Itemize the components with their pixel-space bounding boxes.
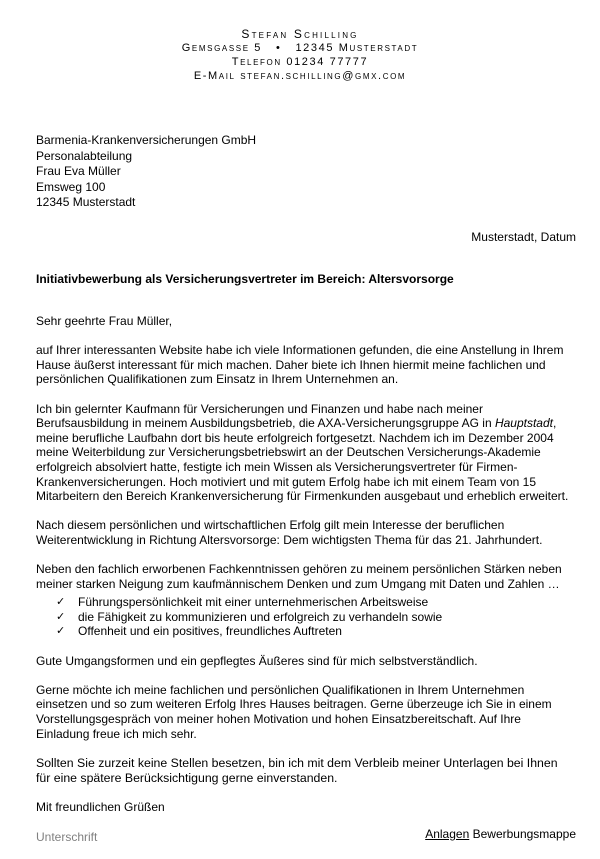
sender-email: E-Mail stefan.schilling@gmx.com: [193, 70, 407, 82]
sender-phone: Telefon 01234 77777: [231, 56, 369, 68]
date-line: Musterstadt, Datum: [471, 230, 576, 244]
list-item: [36, 610, 572, 625]
paragraph-interest: Nach diesem persönlichen und wirtschaftlichen Erfolg gilt mein Interesse der beruflichen Weiterentwicklung in Richtung Altersvorsorge: Dem wichtigsten Thema für das 21. Jahrhundert.: [36, 518, 543, 547]
paragraph-strengths: Neben den fachlich erworbenen Fachkenntnissen gehören zu meinem persönlichen Stärken neben meiner starken Neigung zum kaufmännischem Denken und zum Umgang mit Daten und Zahlen …: [36, 562, 562, 591]
list-item: [36, 624, 572, 639]
sender-street: Gemsgasse 5: [181, 42, 263, 54]
sender-name: Stefan Schilling: [241, 27, 359, 41]
subject-line: Initiativbewerbung als Versicherungsvertreter im Bereich: Altersvorsorge: [36, 272, 454, 286]
recipient-department: Personalabteilung: [36, 148, 133, 163]
signature: Unterschrift: [36, 829, 98, 844]
paragraph-intro: auf Ihrer interessanten Website habe ich viele Informationen gefunden, die eine Anstellung in Ihrem Hause äußerst interessant für mich machen. Daher biete ich Ihnen hiermit meine fachlichen und persönlichen Qualifikationen zum Einsatz in Ihrem Unternehmen an.: [36, 343, 564, 387]
paragraph-motivation: Gerne möchte ich meine fachlichen und persönlichen Qualifikationen in Ihrem Unternehmen einsetzen und so zum weiteren Erfolg Ihres Hauses beitragen. Gerne überzeuge ich Sie in einem Vorstellungsgespräch von meiner hohen Motivation und hohen Einsatzbereitschaft. Auf Ihre Einladung freue ich mich sehr.: [36, 682, 552, 741]
paragraph-manners: Gute Umgangsformen und ein gepflegtes Äußeres sind für mich selbstverständlich.: [36, 653, 478, 668]
paragraph-career: [36, 402, 572, 504]
checkmark-icon: ✓: [56, 596, 66, 609]
enclosure-value: Bewerbungsmappe: [472, 827, 576, 841]
closing: Mit freundlichen Grüßen: [36, 800, 165, 815]
paragraph-career-part2: , meine berufliche Laufbahn dort bis heute erfolgreich fortgesetzt. Nachdem ich im Dezember 2004 meine Weiterbildung zur Versicherungsbetriebswirt an der Deutschen Versicherungs-Akademie erfolgreich absolviert hatte, festigte ich mein Wissen als Versicherungsvertreter für Firmen-Krankenversicherungen. Hoch motiviert und mit gutem Erfolg habe ich mit einem Team von 15 Mitarbeitern den Bereich Krankenversicherung für Firmenkunden ausgebaut und erheblich erweitert.: [36, 416, 569, 504]
recipient-city: 12345 Musterstadt: [36, 195, 136, 209]
salutation: Sehr geehrte Frau Müller,: [36, 314, 173, 328]
sender-city: 12345 Musterstadt: [295, 42, 419, 54]
recipient-person: Frau Eva Müller: [36, 164, 121, 178]
letter-body: [36, 314, 572, 859]
paragraph-career-city: Hauptstadt: [494, 416, 553, 431]
sender-address-line: [0, 41, 600, 55]
enclosure-line: [425, 827, 576, 841]
recipient-street: Emsweg 100: [36, 179, 106, 194]
list-item-text: Führungspersönlichkeit mit einer unternehmerischen Arbeitsweise: [78, 595, 429, 610]
checkmark-icon: ✓: [56, 625, 66, 638]
list-item-text: Offenheit und ein positives, freundliches Auftreten: [78, 624, 342, 639]
recipient-address: [36, 133, 256, 211]
paragraph-documents: Sollten Sie zurzeit keine Stellen besetzen, bin ich mit dem Verbleib meiner Unterlagen bei Ihnen für eine spätere Berücksichtigung gerne einverstanden.: [36, 755, 558, 785]
recipient-company: Barmenia-Krankenversicherungen GmbH: [36, 133, 257, 147]
enclosure-label: Anlagen: [425, 827, 470, 841]
sender-header: [0, 27, 600, 83]
paragraph-career-part1: Ich bin gelernter Kaufmann für Versicherungen und Finanzen und habe nach meiner Berufsausbildung in meinem Ausbildungsbetrieb, die AXA-Versicherungsgruppe AG in: [36, 401, 495, 431]
checkmark-icon: ✓: [56, 610, 66, 623]
list-item-text: die Fähigkeit zu kommunizieren und erfolgreich zu verhandeln sowie: [78, 609, 443, 624]
strengths-list: [36, 595, 572, 639]
address-separator: •: [276, 42, 282, 54]
list-item: [36, 595, 572, 610]
